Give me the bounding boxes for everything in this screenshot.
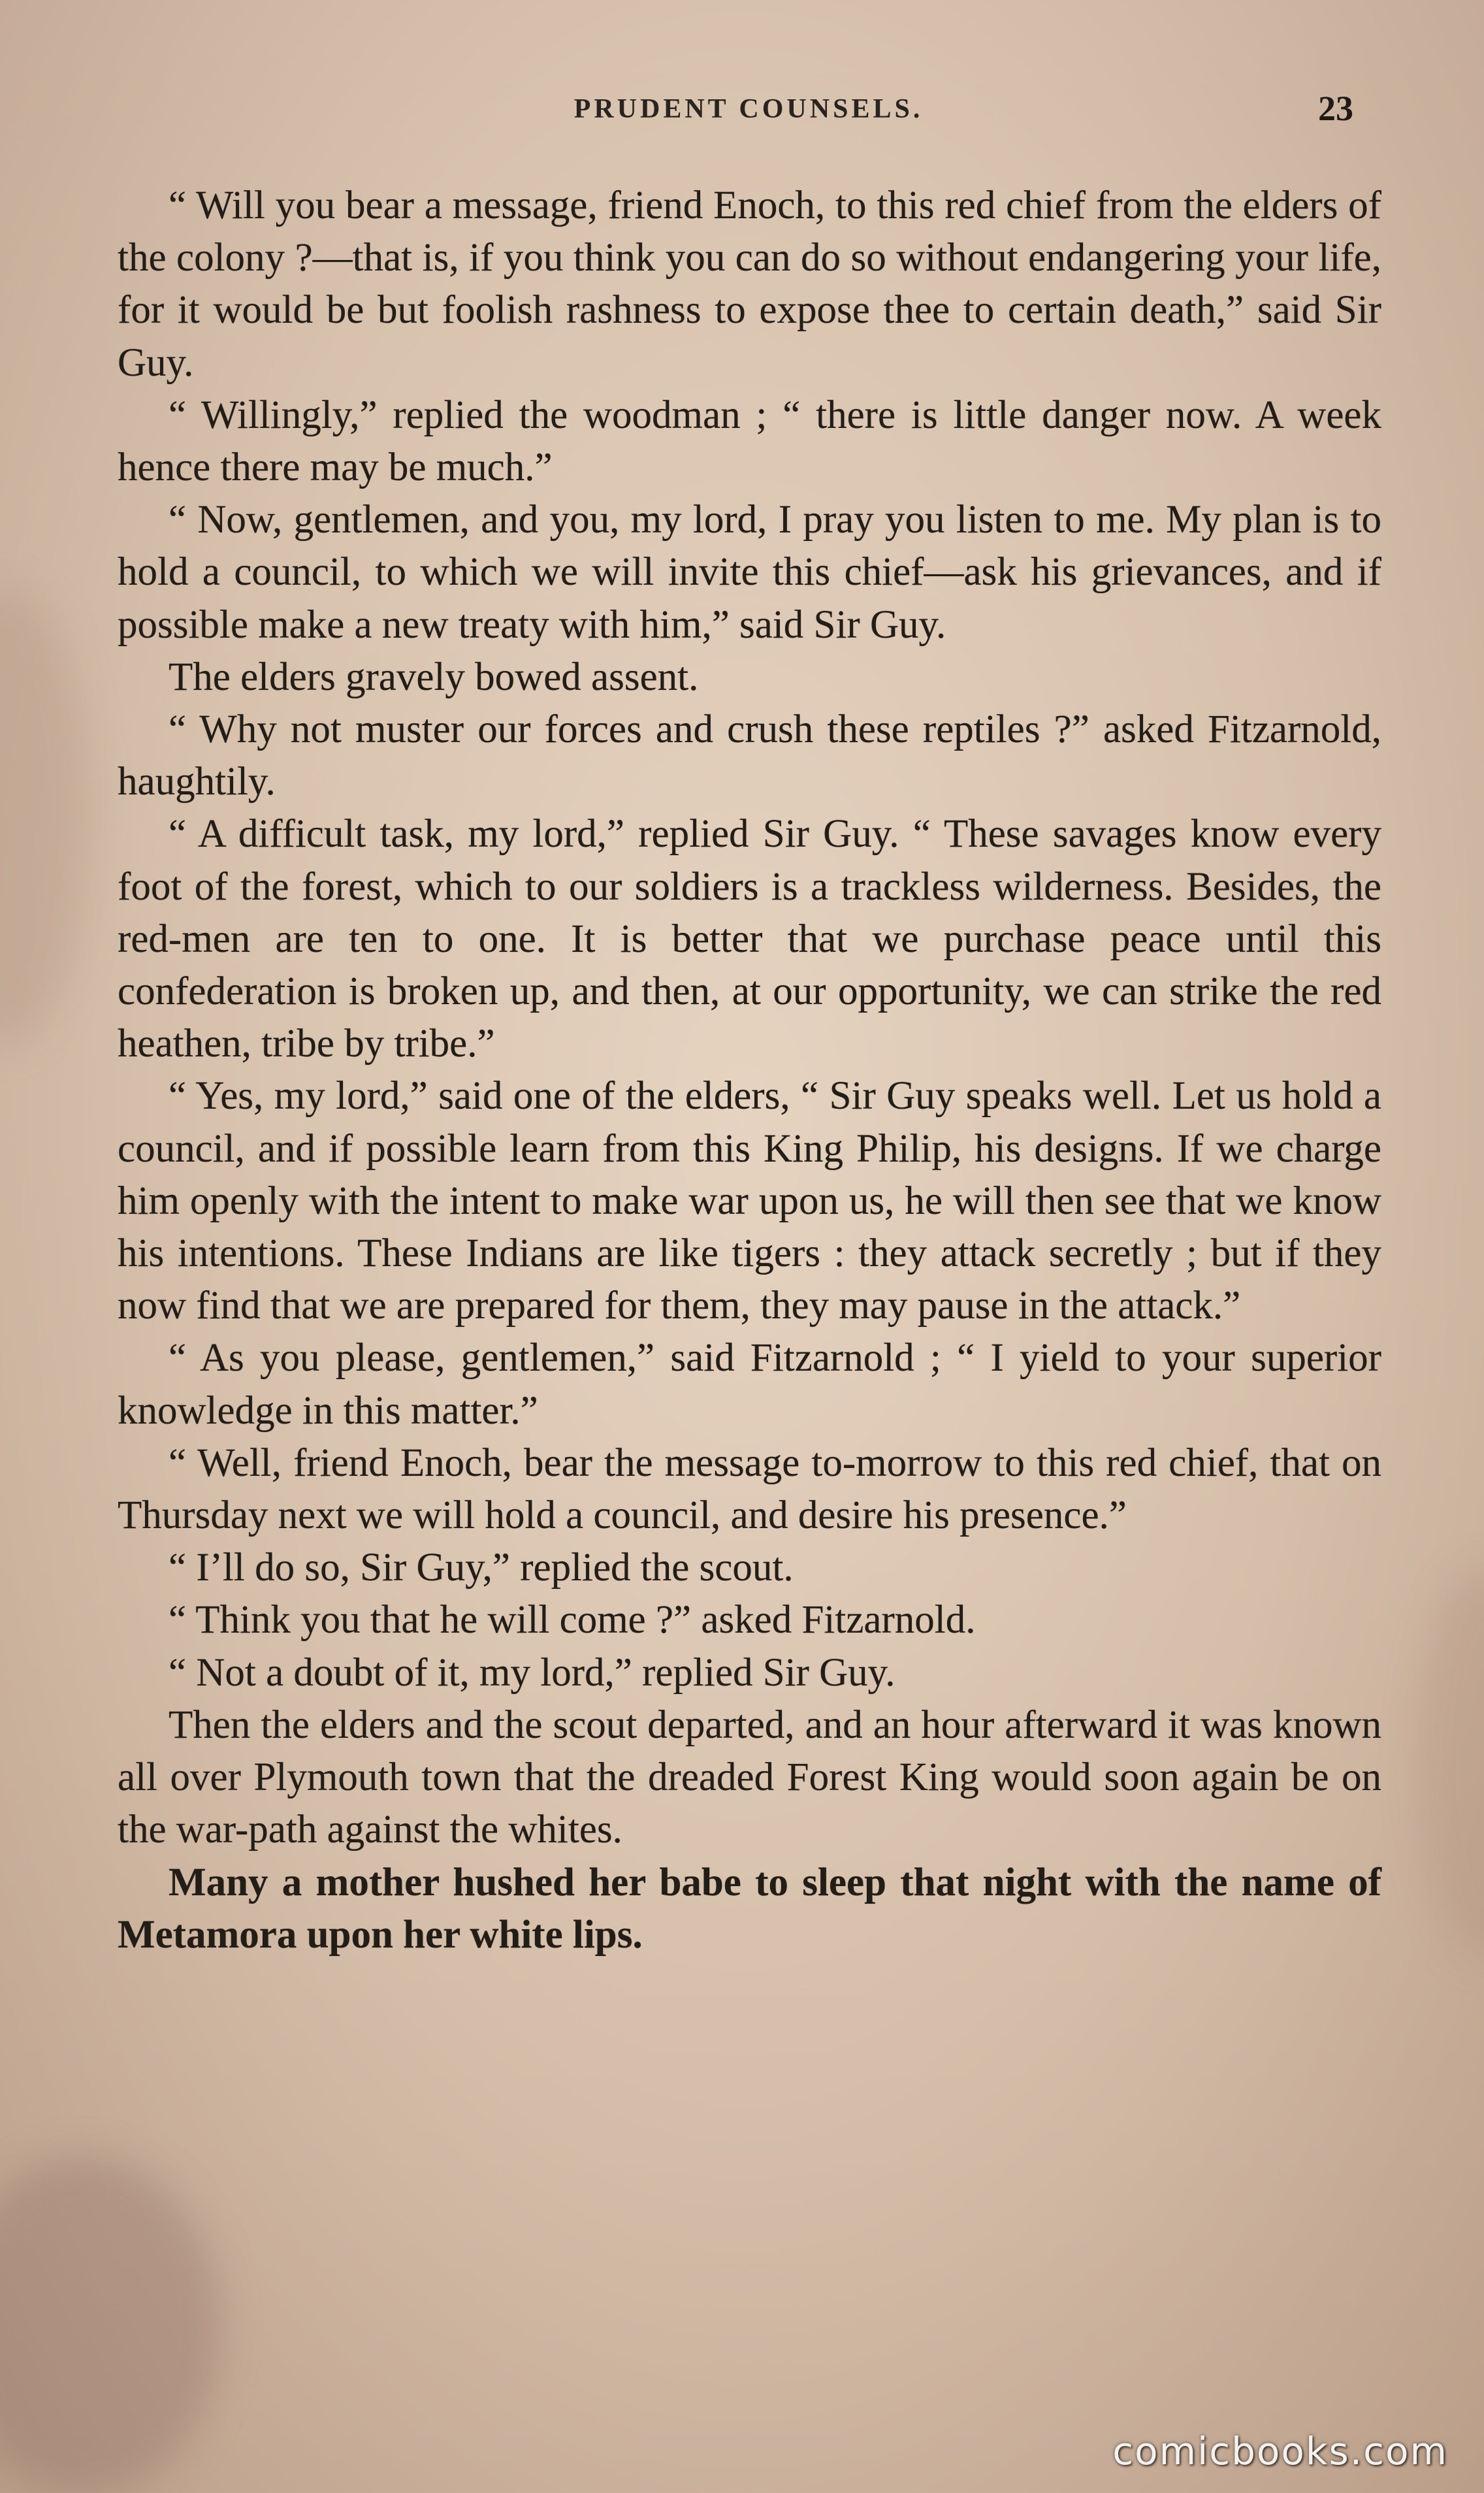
paragraph: Then the elders and the scout departed, and an hour afterward it was known all over Plymouth town that the dreaded Forest King would soon again be on the war-path against the whites. [118,1703,1381,1852]
paragraph: “ Yes, my lord,” said one of the elders, “ Sir Guy speaks well. Let us hold a council, and if possible learn from this King Philip, his designs. If we charge him openly with the intent to make war upon us, he will then see that we know his intentions. These Indians are like tigers : they attack secretly ; but if they now find that we are prepared for them, they may pause in the attack.” [118,1074,1381,1328]
paragraph: “ I’ll do so, Sir Guy,” replied the scout. [169,1546,794,1590]
paragraph: “ Think you that he will come ?” asked Fitzarnold. [169,1598,976,1642]
running-head [118,88,1379,134]
paper-stain [0,2156,222,2493]
paragraph: The elders gravely bowed assent. [169,655,699,699]
paragraph: “ Well, friend Enoch, bear the message to-morrow to this red chief, that on Thursday next we will hold a council, and desire his presence.” [118,1441,1381,1538]
paragraph: “ Why not muster our forces and crush these reptiles ?” asked Fitzarnold, haughtily. [118,708,1381,804]
body-text [118,180,1381,1961]
paragraph: “ As you please, gentlemen,” said Fitzarnold ; “ I yield to your superior knowledge in this matter.” [118,1336,1381,1433]
paragraph: “ Not a doubt of it, my lord,” replied Sir Guy. [169,1650,895,1695]
page-number: 23 [1318,89,1353,128]
running-head-title: PRUDENT COUNSELS. [573,94,924,124]
watermark: comicbooks.com [1112,2429,1448,2473]
paper-stain [0,588,91,1045]
paragraph: “ A difficult task, my lord,” replied Sir Guy. “ These savages know every foot of the forest, which to our soldiers is a trackless wilderness. Besides, the red-men are ten to one. It is better that we purchase peace until this confederation is broken up, and then, at our opportunity, we can strike the red heathen, tribe by tribe.” [118,812,1381,1066]
paragraph: “ Now, gentlemen, and you, my lord, I pray you listen to me. My plan is to hold a council, to which we will invite this chief—ask his grievances, and if possible make a new treaty with him,” said Sir Guy. [118,498,1381,647]
paragraph: “ Willingly,” replied the woodman ; “ there is little danger now. A week hence there may be much.” [118,393,1381,490]
paper-stain [1419,1568,1484,1960]
paragraph: Many a mother hushed her babe to sleep that night with the name of Metamora upon her white lips. [118,1860,1381,1957]
paragraph: “ Will you bear a message, friend Enoch, to this red chief from the elders of the colony ?—that is, if you think you can do so without endangering your life, for it would be but foolish rashness to expose thee to certain death,” said Sir Guy. [118,184,1381,385]
